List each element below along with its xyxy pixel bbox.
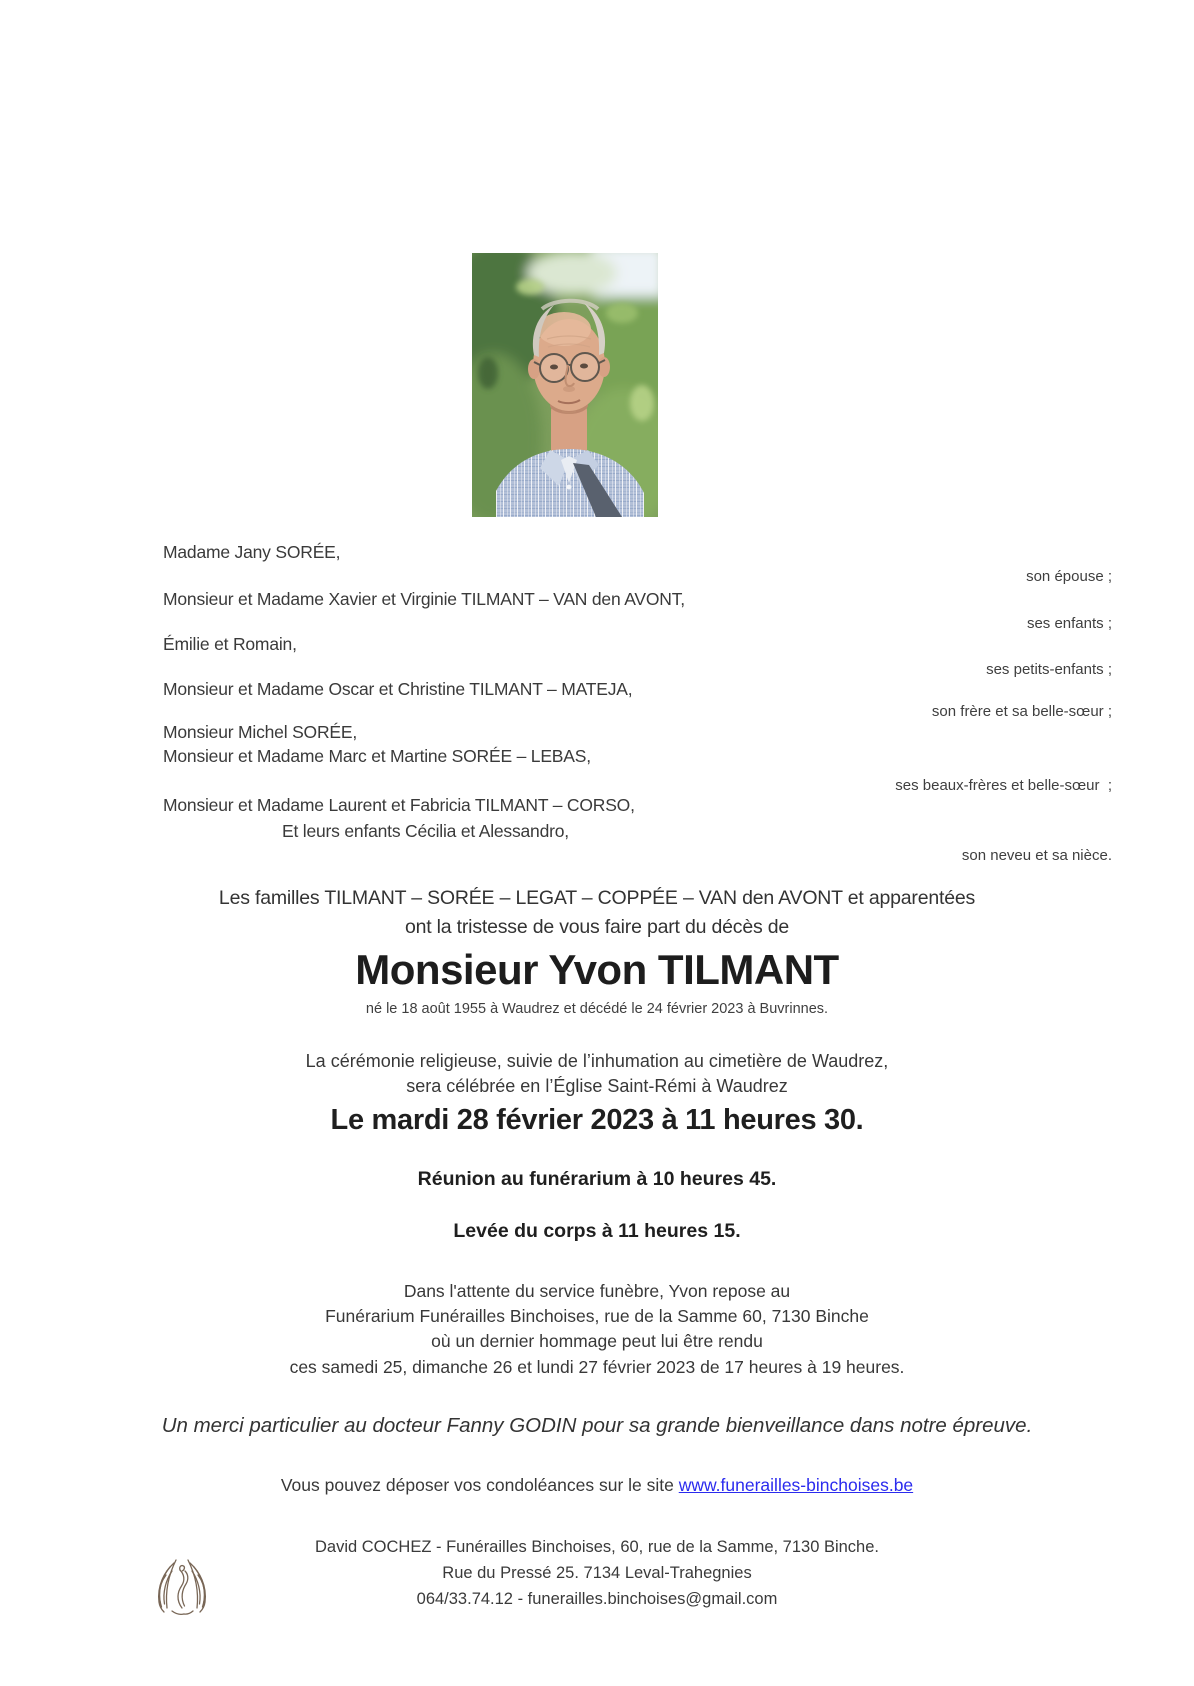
ceremony-line-1: La cérémonie religieuse, suivie de l’inhumation au cimetière de Waudrez, bbox=[305, 1051, 889, 1071]
families-line: Les familles TILMANT – SORÉE – LEGAT – COPPÉE – VAN den AVONT et apparentées bbox=[218, 887, 976, 909]
relation-label: ses enfants ; bbox=[1026, 615, 1112, 632]
wings-dove-logo bbox=[146, 1550, 218, 1622]
condolences-text: Vous pouvez déposer vos condoléances sur le site bbox=[280, 1475, 679, 1495]
family-name-line: Émilie et Romain, bbox=[163, 634, 297, 654]
life-dates-line: né le 18 août 1955 à Waudrez et décédé le 24 février 2023 à Buvrinnes. bbox=[365, 1001, 829, 1017]
family-name-line: Monsieur et Madame Marc et Martine SORÉE – LEBAS, bbox=[163, 746, 591, 766]
relation-label: ses petits-enfants ; bbox=[986, 661, 1112, 678]
family-name-line: Monsieur et Madame Xavier et Virginie TILMANT – VAN den AVONT, bbox=[163, 589, 685, 609]
family-name-line: Monsieur Michel SORÉE, bbox=[163, 722, 357, 742]
thanks-line: Un merci particulier au docteur Fanny GODIN pour sa grande bienveillance dans notre épreuve. bbox=[161, 1414, 1033, 1437]
ceremony-line-2: sera célébrée en l’Église Saint-Rémi à Waudrez bbox=[406, 1076, 788, 1096]
condolences-website-link[interactable]: www.funerailles-binchoises.be bbox=[678, 1475, 914, 1495]
deceased-photo bbox=[472, 253, 658, 517]
family-name-line: Madame Jany SORÉE, bbox=[163, 542, 341, 562]
relation-label: ses beaux-frères et belle-sœur ; bbox=[895, 777, 1112, 794]
deceased-name-title: Monsieur Yvon TILMANT bbox=[355, 946, 839, 993]
footer-line-1: David COCHEZ - Funérailles Binchoises, 60, rue de la Samme, 7130 Binche. bbox=[314, 1538, 879, 1556]
repose-line-3: où un dernier hommage peut lui être rendu bbox=[431, 1331, 763, 1351]
repose-line-4: ces samedi 25, dimanche 26 et lundi 27 février 2023 de 17 heures à 19 heures. bbox=[289, 1357, 905, 1377]
wings-dove-logo-image bbox=[146, 1550, 218, 1622]
family-name-line: Monsieur et Madame Laurent et Fabricia TILMANT – CORSO, bbox=[163, 795, 635, 815]
deceased-photo-image bbox=[472, 253, 658, 517]
ceremony-date-line: Le mardi 28 février 2023 à 11 heures 30. bbox=[330, 1104, 864, 1136]
family-name-line: Et leurs enfants Cécilia et Alessandro, bbox=[282, 821, 569, 841]
sadness-line: ont la tristesse de vous faire part du décès de bbox=[404, 916, 790, 938]
relation-label: son épouse ; bbox=[1026, 568, 1112, 585]
repose-line-2: Funérarium Funérailles Binchoises, rue de la Samme 60, 7130 Binche bbox=[325, 1306, 869, 1326]
repose-line-1: Dans l'attente du service funèbre, Yvon repose au bbox=[403, 1281, 791, 1301]
footer-line-2: Rue du Pressé 25. 7134 Leval-Trahegnies bbox=[442, 1564, 752, 1582]
condolences-line bbox=[0, 1475, 1194, 1496]
meeting-line: Réunion au funérarium à 10 heures 45. bbox=[417, 1168, 777, 1190]
family-name-line: Monsieur et Madame Oscar et Christine TILMANT – MATEJA, bbox=[163, 679, 633, 699]
footer-line-3: 064/33.74.12 - funerailles.binchoises@gmail.com bbox=[416, 1590, 778, 1608]
levee-line: Levée du corps à 11 heures 15. bbox=[453, 1220, 741, 1242]
relation-label: son frère et sa belle-sœur ; bbox=[931, 703, 1112, 720]
relation-label: son neveu et sa nièce. bbox=[961, 847, 1112, 864]
